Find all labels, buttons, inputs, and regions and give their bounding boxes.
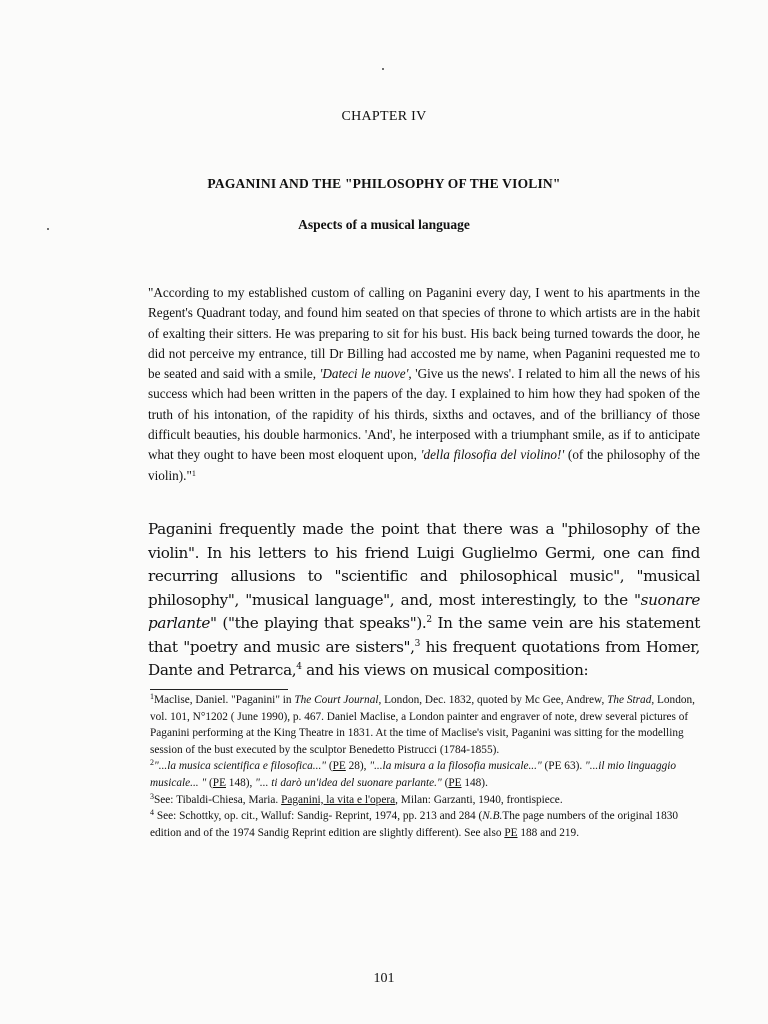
quote-text: "According to my established custom of calling on Paganini every day, I went to his apartments in the Regent's Quadrant today, and found him seated on that species of throne to which artists are in the habit of exalting their sitters. He was preparing to sit for his bust. His back being turned towards the door, he did not perceive my entrance, till Dr Billing had accosted me by name, when Paganini requested me to be seated and said with a smile, [148, 285, 700, 382]
footnote-ref-2: 2 [426, 615, 432, 625]
footnote-ref-4: 4 [296, 662, 302, 672]
body-paragraph [148, 518, 700, 683]
footnote-2: $^2$"...la musica scientifica e filosofica..." (PE 28), "...la misura a la filosofia musicale..." (PE 63). "...il mio linguaggio musicale... " (PE 148), "... ti darò un'idea del suonare parlante." (PE 148). [150, 758, 677, 789]
footnote-1: $^1$Maclise, Daniel. "Paganini" in The Court Journal, London, Dec. 1832, quoted by Mc Gee, Andrew, The Strad, London, vol. 101, N°1202 ( June 1990), p. 467. Daniel Maclise, a London painter and engraver of note, drew several pictures of Paganini performing at the King Theatre in 1831. At the time of Maclise's visit, Paganini was sitting for the modelling session of the bust executed by the sculptor Benedetto Pistrucci (1784-1855). [150, 692, 695, 756]
chapter-heading: CHAPTER IV [341, 109, 427, 124]
quote-italic: 'della filosofia del violino!' [420, 447, 565, 463]
body-text: In the same vein are his statement that "poetry and music are sisters", [148, 614, 701, 656]
body-text: and his views on musical composition: [301, 661, 589, 679]
page-number: 101 [373, 971, 395, 986]
body-text: his frequent quotations from Homer, Dante and Petrarca, [148, 637, 700, 679]
footnote-divider [150, 689, 288, 690]
chapter-subtitle: Aspects of a musical language [298, 217, 470, 232]
chapter-title: PAGANINI AND THE "PHILOSOPHY OF THE VIOLIN" [207, 176, 561, 191]
body-italic: "suonare parlante" [148, 590, 700, 632]
footnotes [150, 692, 702, 841]
quote-text: (of the philosophy of the violin)." [148, 447, 701, 483]
scan-speck [382, 68, 384, 70]
footnote-ref-1: 1 [191, 468, 196, 478]
footnote-ref-3: 3 [414, 638, 421, 649]
footnote-4: $^4$ See: Schottky, op. cit., Walluf: Sandig- Reprint, 1974, pp. 213 and 284 (N.B.The page numbers of the original 1830 edition and of the 1974 Sandig Reprint edition are slightly different). See also PE 188 and 219. [150, 808, 679, 839]
footnote-3: $^3$See: Tibaldi-Chiesa, Maria. Paganini, la vita e l'opera, Milan: Garzanti, 1940, frontispiece. [150, 791, 563, 806]
quote-text: , 'Give us the news'. I related to him all the news of his success which had been written in the papers of the day. I explained to him how they had spoken of the truth of his intonation, of the rapidity of his thirds, sixths and octaves, and of the brilliancy of those difficult beauties, his double harmonics. 'And', he interposed with a triumphant smile, as if to anticipate what they ought to have been most eloquent upon, [148, 366, 700, 463]
body-text: ("the playing that speaks"). [216, 614, 427, 632]
body-text: Paganini frequently made the point that there was a "philosophy of the violin". In his letters to his friend Luigi Guglielmo Germi, one can find recurring allusions to "scientific and philosophical music", "musical philosophy", "musical language", and, most interestingly, to the [148, 520, 700, 609]
quote-italic: 'Dateci le nuove' [319, 366, 409, 382]
epigraph-quote [148, 283, 700, 486]
